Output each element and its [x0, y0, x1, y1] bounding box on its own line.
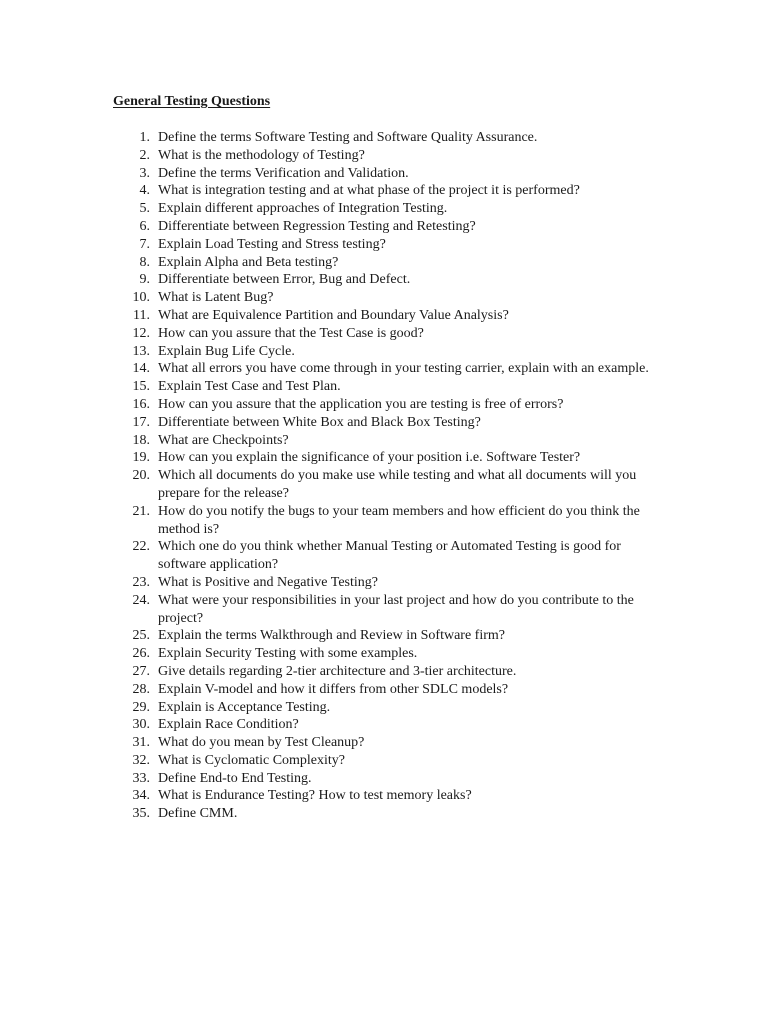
question-number: 28.	[132, 681, 150, 697]
question-text: Define CMM.	[158, 806, 238, 822]
question-item	[0, 147, 658, 165]
question-number: 20.	[132, 468, 150, 484]
question-number: 13.	[132, 343, 150, 359]
question-number: 23.	[132, 574, 150, 590]
question-number: 5.	[139, 201, 150, 217]
question-number: 7.	[139, 236, 150, 252]
question-text: Explain is Acceptance Testing.	[158, 699, 331, 715]
question-number: 6.	[139, 218, 150, 234]
question-item	[0, 236, 658, 254]
question-item	[0, 307, 658, 325]
question-text: Explain Test Case and Test Plan.	[158, 379, 341, 395]
question-text: Explain the terms Walkthrough and Review in Software firm?	[158, 628, 505, 644]
question-item	[0, 681, 658, 699]
question-item	[0, 325, 658, 343]
question-item	[0, 503, 658, 539]
question-list	[0, 129, 768, 823]
question-item	[0, 805, 658, 823]
question-text: Explain Load Testing and Stress testing?	[158, 236, 386, 252]
question-text: Give details regarding 2-tier architecture and 3-tier architecture.	[158, 663, 517, 679]
question-text: What is Latent Bug?	[158, 290, 274, 306]
question-item	[0, 396, 658, 414]
question-text: How can you assure that the application you are testing is free of errors?	[158, 396, 564, 412]
question-text: How can you explain the significance of your position i.e. Software Tester?	[158, 450, 581, 466]
question-text: What were your responsibilities in your last project and how do you contribute to the project?	[158, 592, 634, 626]
question-text: Differentiate between Error, Bug and Defect.	[158, 272, 411, 288]
question-text: What are Equivalence Partition and Boundary Value Analysis?	[158, 307, 509, 323]
question-number: 9.	[139, 272, 150, 288]
question-text: Differentiate between White Box and Black Box Testing?	[158, 414, 481, 430]
question-text: What is the methodology of Testing?	[158, 147, 365, 163]
question-item	[0, 182, 658, 200]
question-text: What do you mean by Test Cleanup?	[158, 735, 365, 751]
question-number: 14.	[132, 361, 150, 377]
question-item	[0, 271, 658, 289]
question-number: 33.	[132, 770, 150, 786]
question-item	[0, 734, 658, 752]
question-number: 29.	[132, 699, 150, 715]
question-item	[0, 378, 658, 396]
question-item	[0, 752, 658, 770]
question-number: 12.	[132, 325, 150, 341]
question-text: Define the terms Verification and Validation.	[158, 165, 409, 181]
question-number: 34.	[132, 788, 150, 804]
question-number: 11.	[133, 307, 150, 323]
question-item	[0, 787, 658, 805]
question-text: How can you assure that the Test Case is good?	[158, 325, 424, 341]
question-item	[0, 592, 658, 628]
question-number: 8.	[139, 254, 150, 270]
question-item	[0, 289, 658, 307]
question-number: 27.	[132, 663, 150, 679]
document-title: General Testing Questions	[113, 94, 271, 109]
question-item	[0, 770, 658, 788]
question-number: 15.	[132, 379, 150, 395]
question-item	[0, 129, 658, 147]
question-text: Explain Security Testing with some examples.	[158, 646, 418, 662]
question-number: 1.	[139, 130, 150, 145]
question-item	[0, 627, 658, 645]
question-text: Which one do you think whether Manual Testing or Automated Testing is good for software application?	[158, 539, 621, 573]
question-number: 10.	[132, 290, 150, 306]
question-item	[0, 449, 658, 467]
question-text: Define End-to End Testing.	[158, 770, 312, 786]
question-number: 26.	[132, 646, 150, 662]
question-text: How do you notify the bugs to your team members and how efficient do you think the method is?	[158, 503, 640, 537]
question-item	[0, 343, 658, 361]
question-text: Explain different approaches of Integration Testing.	[158, 201, 448, 217]
question-number: 25.	[132, 628, 150, 644]
question-text: What is Endurance Testing? How to test memory leaks?	[158, 788, 472, 804]
question-item	[0, 254, 658, 272]
question-text: What is Cyclomatic Complexity?	[158, 752, 346, 768]
question-number: 2.	[139, 147, 150, 163]
question-item	[0, 467, 658, 503]
question-number: 32.	[132, 752, 150, 768]
question-number: 21.	[132, 503, 150, 519]
question-item	[0, 200, 658, 218]
question-number: 17.	[132, 414, 150, 430]
question-number: 4.	[139, 183, 150, 199]
question-item	[0, 414, 658, 432]
question-number: 24.	[132, 592, 150, 608]
question-text: What is Positive and Negative Testing?	[158, 574, 378, 590]
question-item	[0, 165, 658, 183]
question-text: Which all documents do you make use while testing and what all documents will you prepare for the release?	[158, 468, 637, 501]
question-text: Explain V-model and how it differs from other SDLC models?	[158, 681, 509, 697]
question-number: 35.	[132, 806, 150, 822]
question-number: 19.	[132, 450, 150, 466]
question-text: Explain Race Condition?	[158, 717, 299, 733]
question-item	[0, 574, 658, 592]
question-text: Define the terms Software Testing and Software Quality Assurance.	[158, 130, 538, 145]
question-text: What is integration testing and at what phase of the project it is performed?	[158, 183, 580, 199]
question-number: 22.	[132, 539, 150, 555]
question-item	[0, 716, 658, 734]
question-number: 16.	[132, 396, 150, 412]
question-item	[0, 432, 658, 450]
question-number: 30.	[132, 717, 150, 733]
question-text: What are Checkpoints?	[158, 432, 289, 448]
question-item	[0, 218, 658, 236]
question-number: 18.	[132, 432, 150, 448]
question-text: Explain Bug Life Cycle.	[158, 343, 295, 359]
question-item	[0, 538, 658, 574]
question-item	[0, 645, 658, 663]
question-text: What all errors you have come through in your testing carrier, explain with an example.	[158, 361, 649, 377]
question-number: 3.	[139, 165, 150, 181]
question-number: 31.	[132, 735, 150, 751]
question-text: Differentiate between Regression Testing and Retesting?	[158, 218, 476, 234]
question-text: Explain Alpha and Beta testing?	[158, 254, 339, 270]
question-item	[0, 699, 658, 717]
question-item	[0, 663, 658, 681]
question-item	[0, 360, 658, 378]
